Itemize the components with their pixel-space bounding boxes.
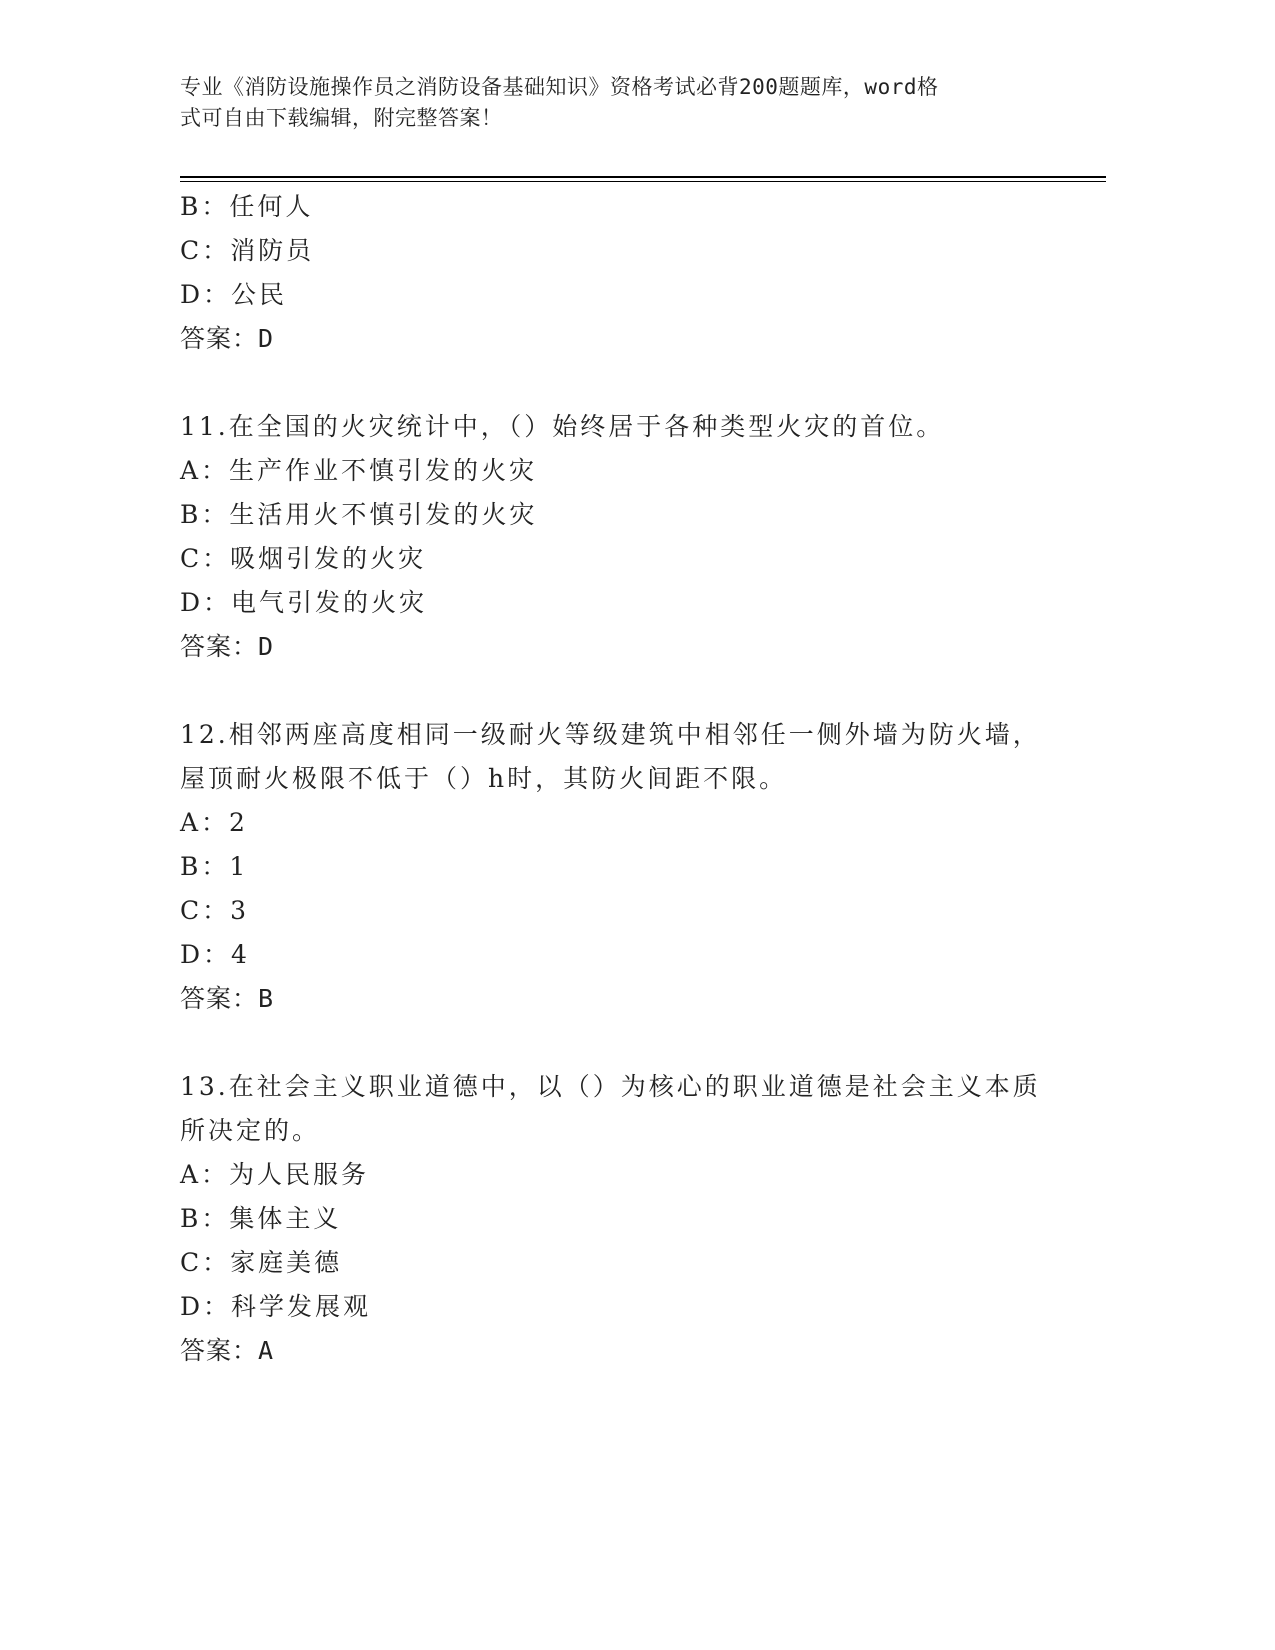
option-d: D：科学发展观	[180, 1292, 372, 1321]
question-stem: 13.在社会主义职业道德中，以（）为核心的职业道德是社会主义本质	[180, 1072, 1041, 1101]
option-b: B：集体主义	[180, 1204, 342, 1233]
option-a: A：为人民服务	[180, 1160, 370, 1189]
question-fragment	[180, 185, 1080, 361]
header-divider-thin	[180, 181, 1106, 182]
question-13	[180, 1065, 1080, 1373]
option-c: C：消防员	[180, 236, 315, 265]
spacer	[180, 669, 1080, 713]
header-line-2: 式可自由下载编辑，附完整答案！	[180, 106, 503, 130]
answer-line: 答案：D	[180, 324, 275, 353]
question-stem: 11.在全国的火灾统计中，（）始终居于各种类型火灾的首位。	[180, 412, 945, 441]
header-divider	[180, 176, 1106, 178]
question-12	[180, 713, 1080, 1021]
option-a: A：2	[180, 808, 248, 837]
option-c: C：吸烟引发的火灾	[180, 544, 427, 573]
option-a: A：生产作业不慎引发的火灾	[180, 456, 538, 485]
option-b: B：任何人	[180, 192, 314, 221]
option-d: D：公民	[180, 280, 288, 309]
question-11	[180, 405, 1080, 669]
question-stem: 12.相邻两座高度相同一级耐火等级建筑中相邻任一侧外墙为防火墙，	[180, 720, 1041, 749]
option-b: B：1	[180, 852, 249, 881]
answer-line: 答案：B	[180, 984, 275, 1013]
option-c: C：家庭美德	[180, 1248, 343, 1277]
answer-line: 答案：A	[180, 1336, 275, 1365]
question-stem-continued: 屋顶耐火极限不低于（）h时，其防火间距不限。	[180, 764, 788, 793]
question-list	[180, 185, 1080, 1373]
document-header	[180, 72, 1040, 134]
header-line-1: 专业《消防设施操作员之消防设备基础知识》资格考试必背200题题库，word格	[180, 75, 939, 99]
question-stem-continued: 所决定的。	[180, 1116, 321, 1145]
spacer	[180, 1021, 1080, 1065]
answer-line: 答案：D	[180, 632, 275, 661]
spacer	[180, 361, 1080, 405]
option-c: C：3	[180, 896, 250, 925]
option-d: D：电气引发的火灾	[180, 588, 428, 617]
option-b: B：生活用火不慎引发的火灾	[180, 500, 538, 529]
option-d: D：4	[180, 940, 250, 969]
